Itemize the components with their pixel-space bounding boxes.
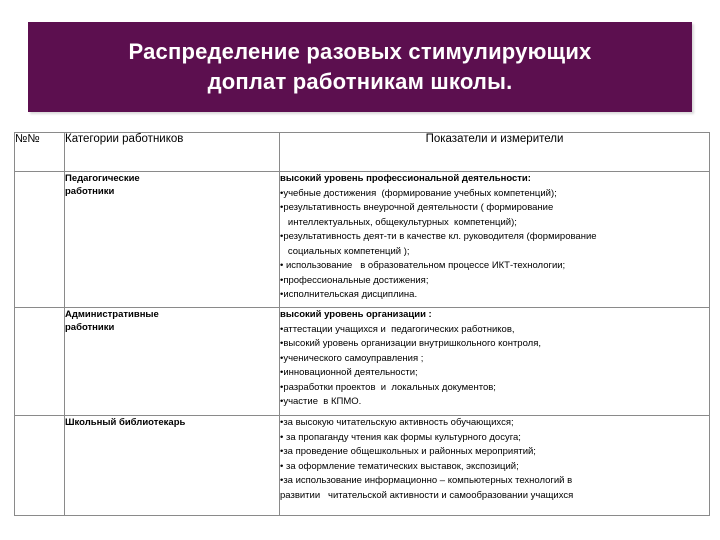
row-number-cell: [15, 308, 65, 416]
indicator-item: •исполнительская дисциплина.: [280, 289, 418, 300]
row-number-cell: [15, 416, 65, 516]
indicator-item: •за высокую читательскую активность обучающихся;: [280, 417, 514, 428]
indicator-item: •учебные достижения (формирование учебных компетенций);: [280, 187, 557, 199]
indicator-item: •аттестации учащихся и педагогических работников,: [280, 323, 515, 335]
indicator-item: •профессиональные достижения;: [280, 274, 429, 286]
indicator-item: •инновационной деятельности;: [280, 367, 418, 378]
category-cell: [65, 416, 280, 516]
indicator-item: •участие в КПМО.: [280, 396, 362, 407]
indicator-item: развитии читательской активности и самообразовании учащихся: [280, 489, 574, 501]
indicator-item: интеллектуальных, общекультурных компетенций);: [280, 216, 517, 228]
row-number-cell: [15, 172, 65, 308]
indicator-heading: высокий уровень профессиональной деятельности:: [280, 173, 531, 184]
title-line-2: доплат работникам школы.: [207, 69, 513, 94]
category-line: работники: [65, 186, 115, 197]
category-line: Педагогические: [65, 173, 140, 184]
indicator-item: •за использование информационно – компьютерных технологий в: [280, 475, 573, 486]
indicators-cell: [280, 416, 710, 516]
indicator-item: • за оформление тематических выставок, экспозиций;: [280, 460, 519, 472]
indicator-item: • за пропаганду чтения как формы культурного досуга;: [280, 431, 521, 443]
bonus-table: [14, 132, 710, 516]
indicator-item: •за проведение общешкольных и районных мероприятий;: [280, 446, 536, 457]
title-banner: [28, 22, 692, 112]
table-row: [15, 172, 710, 308]
indicator-item: •ученического самоуправления ;: [280, 352, 424, 364]
indicators-cell: [280, 308, 710, 416]
indicator-item: •результативность деят-ти в качестве кл. руководителя (формирование: [280, 231, 597, 242]
table-row: [15, 416, 710, 516]
table-row: [15, 308, 710, 416]
indicator-item: •разработки проектов и локальных документов;: [280, 381, 496, 393]
category-cell: [65, 308, 280, 416]
category-line: Школьный библиотекарь: [65, 417, 186, 428]
indicator-item: •высокий уровень организации внутришкольного контроля,: [280, 338, 541, 349]
indicators-cell: [280, 172, 710, 308]
header-indicators: Показатели и измерители: [280, 133, 710, 172]
indicator-heading: высокий уровень организации :: [280, 309, 432, 320]
indicator-item: •результативность внеурочной деятельности ( формирование: [280, 202, 554, 213]
indicator-item: социальных компетенций );: [280, 245, 410, 257]
header-category: Категории работников: [65, 133, 280, 172]
header-number: №№: [15, 133, 65, 172]
category-line: работники: [65, 322, 115, 333]
category-cell: [65, 172, 280, 308]
table-header-row: [15, 133, 710, 172]
indicator-item: • использование в образовательном процессе ИКТ-технологии;: [280, 260, 566, 271]
title-line-1: Распределение разовых стимулирующих: [128, 39, 592, 64]
category-line: Административные: [65, 309, 159, 320]
